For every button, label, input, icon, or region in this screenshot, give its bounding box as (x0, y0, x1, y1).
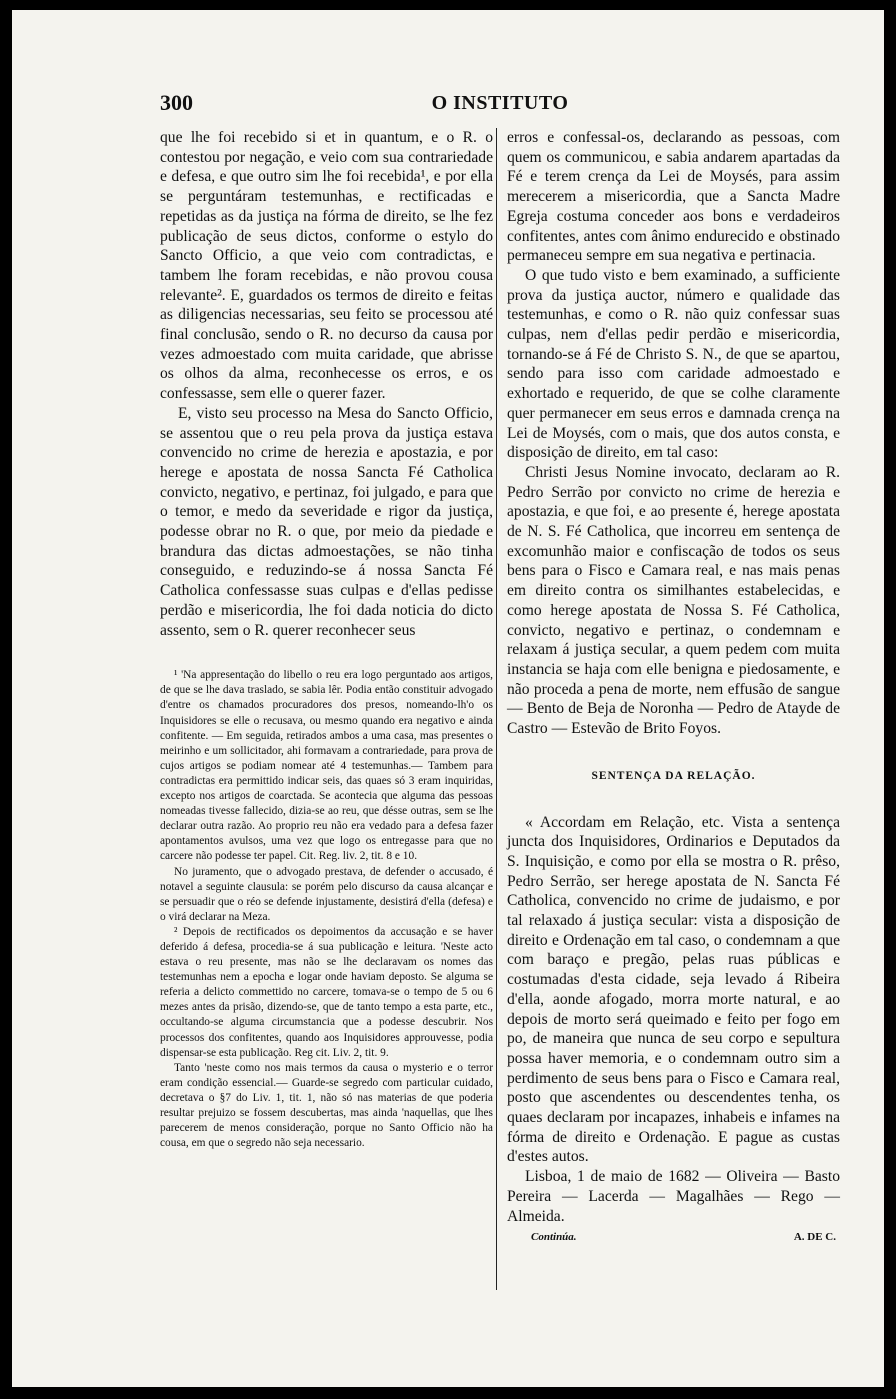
column-rule (496, 128, 497, 1290)
footnote: Tanto 'neste como nos mais termos da causa o mysterio e o terror eram condição essencial.— Guarde-se segredo com particular cuidado, decretava o §7 do Liv. 1, tit. 1, não só nas materias de que poderia resultar prejuizo se fossem descubertas, mas ainda 'naquellas, que lhes parecerem de menos consideração, porque no Santo Officio não ha cousa, em que o segredo não seja necessario. (160, 1061, 493, 1150)
footnotes (160, 668, 493, 1151)
author-initials: A. DE C. (793, 1231, 836, 1244)
article-footer (507, 1228, 840, 1248)
page-header (160, 90, 840, 120)
body-paragraph: O que tudo visto e bem examinado, a sufficiente prova da justiça auctor, número e qualidade das testemunhas, e como o R. não quiz confessar suas culpas, nem d'ellas pedir perdão e misericordia, tornando-se á Fé de Christo S. N., de que se apartou, sendo para isso com caridade admoestado e exhortado e requerido, de que se colhe claramente quer permanecer em seus erros e damnada crença na Lei de Moysés, com o mais, que dos autos consta, e disposição de direito, em tal caso: (507, 266, 840, 462)
body-paragraph: « Accordam em Relação, etc. Vista a sentença juncta dos Inquisidores, Ordinarios e Deputados da S. Inquisição, e como por ella se mostra o R. prêso, Pedro Serrão, ser herege apostata de N. Sancta Fé Catholica, convencido no crime de judaismo, e por tal relaxado á justiça secular: vista a disposição de direito e Ordenação em tal caso, o condemnam a que com baraço e pregão, pelas ruas públicas e costumadas d'esta cidade, seja levado á Ribeira d'ella, aonde afogado, morra morte natural, e ao depois de morto será queimado e feito per fogo em po, de maneira que nunca de seu corpo e sepultura possa haver memoria, e o condemnam outro sim a perdimento de seus bens para o Fisco e Camara real, posto que ascendentes ou descendentes tenha, os quaes declaram por incapazes, inhabeis e infames na fórma de direito e Ordenação. E pague as custas d'estes autos. (507, 813, 840, 1166)
newspaper-page (12, 10, 884, 1387)
body-paragraph: E, visto seu processo na Mesa do Sancto Officio, se assentou que o reu pela prova da justiça estava convencido no crime de herezia e apostazia, e por herege e apostata de nossa Sancta Fé Catholica convicto, negativo, e pertinaz, foi julgado, e para que o temor, e medo da severidade e rigor da justiça, podesse obrar no R. o que, por meio da piedade e brandura das dictas admoestações, se não tinha conseguido, e reduzindo-se á nossa Sancta Fé Catholica confessasse suas culpas e d'ellas pedisse perdão e misericordia, lhe foi dada noticia do dicto assento, sem o R. querer reconhecer seus (160, 404, 493, 639)
section-heading: SENTENÇA DA RELAÇÃO. (591, 769, 756, 782)
page-number: 300 (160, 90, 193, 115)
body-paragraph: erros e confessal-os, declarando as pessoas, com quem os communicou, e sabia andarem apartadas da Fé e terem crença da Lei de Moysés, para assim merecerem a misericordia, que a Sancta Madre Egreja costuma conceder aos bons e verdadeiros confitentes, antes com ânimo endurecido e obstinado permaneceu sempre em sua negativa e pertinacia. (507, 129, 840, 265)
right-column (507, 128, 840, 1248)
journal-title: O INSTITUTO (431, 92, 569, 114)
footnote: ² Depois de rectificados os depoimentos da accusação e se haver deferido á defesa, procedia-se á sua publicação e leitura. 'Neste acto estava o reu presente, mas não se lhe declaravam os nomes das testemunhas nem a epocha e logar onde haviam deposto. Se alguma se referia a delicto commettido no carcere, tomava-se o tempo de 5 ou 6 mezes antes da prisão, dizendo-se, que de tanto tempo a esta parte, etc., occultando-se alguma circumstancia que a podesse descubrir. Nos processos dos confitentes, quando aos Inquisidores approuvesse, podia dispensar-se esta publicação. Reg cit. Liv. 2, tit. 9. (160, 925, 493, 1059)
footnote-separator (160, 640, 493, 668)
continued-label: Continúa. (531, 1231, 577, 1244)
footnote: ¹ 'Na appresentação do libello o reu era logo perguntado aos artigos, de que se lhe dava traslado, se sabia lêr. Podia então constituir advogado d'entre os chamados procuradores dos presos, nomeando-lh'o os Inquisidores se elle o recusava, ou mesmo quando era negativo e ainda confitente. — Em seguida, retirados ambos a uma casa, mas presentes o meirinho e um sollicitador, ahi formavam a contrariedade, para prova de cujos artigos se podiam nomear até 4 testemunhas.— Tambem para contradictas era permittido indicar seis, das quaes só 3 eram inquiridas, excepto nos artigos de coarctada. Se acontecia que alguma das pessoas nomeadas tivesse fallecido, dizia-se ao reu, que désse outras, sem se lhe declarar outra razão. Ao proprio reu não era vedado para a defesa fazer apontamentos avulsos, uma vez que logo os entregasse para que no carcere não podesse ter papel. Cit. Reg. liv. 2, tit. 8 e 10. (160, 669, 493, 863)
signature-line: Lisboa, 1 de maio de 1682 — Oliveira — Basto Pereira — Lacerda — Magalhães — Rego — Almeida. (507, 1168, 840, 1225)
body-paragraph: que lhe foi recebido si et in quantum, e o R. o contestou por negação, e veio com sua contrariedade e defesa, e que outro sim lhe foi recebida¹, e por ella se perguntáram testemunhas, e rectificadas e repetidas as da justiça na fórma de direito, se lhe fez publicação de seus dictos, conforme o estylo do Sancto Officio, a que veio com contradictas, e tambem lhe foram recebidas, e não provou cousa relevante². E, guardados os termos de direito e feitas as diligencias necessarias, seu feito se processou até final conclusão, sendo o R. no decurso da causa por vezes admoestado com muita caridade, que abrisse os olhos da alma, reconhecesse os erros, e os confessasse, sem elle o querer fazer. (160, 129, 493, 403)
body-paragraph: Christi Jesus Nomine invocato, declaram ao R. Pedro Serrão por convicto no crime de herezia e apostazia, e que foi, e ao presente é, herege apostata de N. S. Fé Catholica, que incorreu em sentença de excomunhão maior e confiscação de todos os seus bens para o Fisco e Camara real, e nas mais penas em direito contra os similhantes estabelecidas, e como herege apostata de Nossa S. Fé Catholica, convicto, negativo e pertinaz, o condemnam e relaxam á justiça secular, a quem pedem com muita instancia se haja com elle benigna e piedosamente, e não proceda a pena de morte, nem effusão de sangue — Bento de Beja de Noronha — Pedro de Atayde de Castro — Estevão de Brito Foyos. (507, 463, 840, 738)
footnote: No juramento, que o advogado prestava, de defender o accusado, é notavel a seguinte clausula: se porém pelo discurso da causa alcançar e se persuadir que o réo se defende injustamente, desistirá d'ella (defesa) e o virá declarar na Meza. (160, 865, 493, 923)
left-column (160, 128, 493, 1151)
